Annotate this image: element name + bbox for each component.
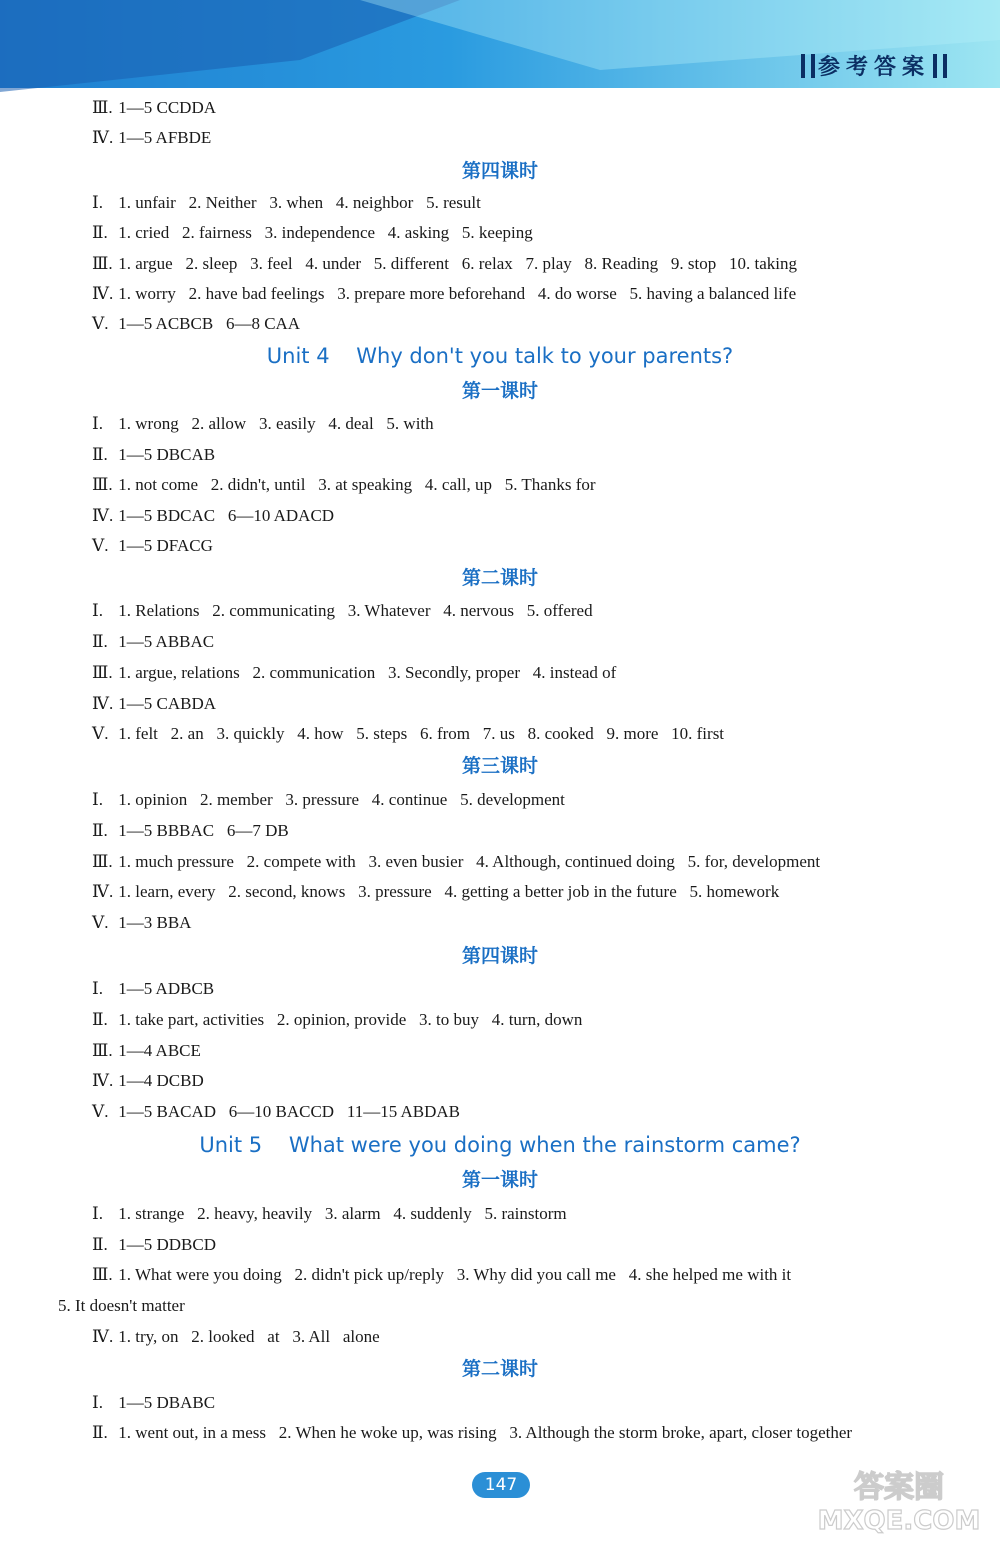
- section-numeral: Ⅱ.: [92, 632, 108, 651]
- answer-text: 1—5 CABDA: [114, 694, 217, 713]
- answer-text: 1. unfair 2. Neither 3. when 4. neighbor 5. result: [114, 193, 481, 212]
- answer-line: [92, 847, 820, 877]
- answer-text: 1. felt 2. an 3. quickly 4. how 5. steps 6. from 7. us 8. cooked 9. more 10. first: [114, 724, 725, 743]
- section-numeral: Ⅳ.: [92, 1071, 114, 1090]
- section-numeral: Ⅰ.: [92, 979, 103, 998]
- section-numeral: Ⅰ.: [92, 414, 103, 433]
- section-numeral: Ⅴ.: [92, 913, 109, 932]
- answer-line: [92, 218, 533, 248]
- answer-text: 1. take part, activities 2. opinion, provide 3. to buy 4. turn, down: [114, 1010, 583, 1029]
- answer-line: [92, 1230, 216, 1260]
- answer-text: 1—4 ABCE: [114, 1041, 201, 1060]
- lesson-heading: 第三课时: [461, 755, 538, 777]
- answer-text: 1. argue, relations 2. communication 3. Secondly, proper 4. instead of: [114, 663, 617, 682]
- answer-text: 1—5 ACBCB 6—8 CAA: [114, 314, 301, 333]
- answer-line: [92, 93, 216, 123]
- answer-line: [92, 1322, 380, 1352]
- page-number: 147: [472, 1472, 530, 1498]
- section-numeral: Ⅰ.: [92, 790, 103, 809]
- answer-line: [92, 501, 334, 531]
- answer-text: 1. opinion 2. member 3. pressure 4. continue 5. development: [114, 790, 565, 809]
- answer-line: [92, 719, 724, 749]
- answer-text: 1. wrong 2. allow 3. easily 4. deal 5. with: [114, 414, 434, 433]
- answer-text: 1—5 DBABC: [114, 1393, 216, 1412]
- answer-line: [92, 249, 797, 279]
- answer-line: [92, 1199, 567, 1229]
- section-numeral: Ⅲ.: [92, 663, 113, 682]
- answer-text: 1—4 DCBD: [114, 1071, 204, 1090]
- answer-text: 1. cried 2. fairness 3. independence 4. asking 5. keeping: [114, 223, 533, 242]
- section-numeral: Ⅱ.: [92, 1010, 108, 1029]
- answer-line: [92, 1066, 204, 1096]
- answer-line: [92, 877, 779, 907]
- answer-line: [92, 531, 213, 561]
- section-numeral: Ⅳ.: [92, 506, 114, 525]
- lesson-heading: 第四课时: [461, 945, 538, 967]
- unit-heading: Unit 4 Why don't you talk to your parents?: [266, 344, 734, 368]
- answer-line: [92, 279, 796, 309]
- answer-text: 1—5 CCDDA: [114, 98, 217, 117]
- unit-heading: Unit 5 What were you doing when the rainstorm came?: [199, 1133, 801, 1157]
- answer-line: [92, 1260, 791, 1290]
- answer-line: [92, 309, 300, 339]
- answer-line: [92, 1097, 460, 1127]
- svg-text:MXQE.COM: MXQE.COM: [817, 1506, 981, 1535]
- lesson-heading: 第二课时: [461, 567, 538, 589]
- section-numeral: Ⅴ.: [92, 1102, 109, 1121]
- answer-text: 1—5 AFBDE: [114, 128, 212, 147]
- answer-text: 1. not come 2. didn't, until 3. at speaking 4. call, up 5. Thanks for: [114, 475, 596, 494]
- section-numeral: Ⅱ.: [92, 1235, 108, 1254]
- answer-text: 1—5 DBCAB: [114, 445, 216, 464]
- answer-text: 1—3 BBA: [114, 913, 192, 932]
- section-numeral: Ⅰ.: [92, 601, 103, 620]
- answer-text: 1—5 BACAD 6—10 BACCD 11—15 ABDAB: [114, 1102, 461, 1121]
- answer-line: [92, 596, 593, 626]
- answer-line: [92, 123, 211, 153]
- lesson-heading: 第二课时: [461, 1358, 538, 1380]
- section-numeral: Ⅱ.: [92, 223, 108, 242]
- answer-line: [92, 974, 214, 1004]
- answer-line: [92, 689, 216, 719]
- answer-line: [92, 785, 565, 815]
- section-numeral: Ⅰ.: [92, 1204, 103, 1223]
- answer-line-continued: 5. It doesn't matter: [58, 1296, 185, 1315]
- section-badge: [798, 50, 950, 81]
- answer-text: 1—5 DFACG: [114, 536, 213, 555]
- section-numeral: Ⅴ.: [92, 536, 109, 555]
- answer-text: 1. Relations 2. communicating 3. Whatever 4. nervous 5. offered: [114, 601, 593, 620]
- answer-line: [92, 1418, 852, 1448]
- section-numeral: Ⅰ.: [92, 1393, 103, 1412]
- section-numeral: Ⅳ.: [92, 284, 114, 303]
- section-numeral: Ⅴ.: [92, 724, 109, 743]
- section-numeral: Ⅱ.: [92, 821, 108, 840]
- answer-line: [92, 440, 215, 470]
- section-numeral: Ⅳ.: [92, 882, 114, 901]
- answer-line: [92, 658, 616, 688]
- section-numeral: Ⅲ.: [92, 254, 113, 273]
- answer-line: [92, 1388, 215, 1418]
- section-numeral: Ⅴ.: [92, 314, 109, 333]
- section-numeral: Ⅳ.: [92, 1327, 114, 1346]
- section-numeral: Ⅱ.: [92, 1423, 108, 1442]
- section-numeral: Ⅳ.: [92, 128, 114, 147]
- section-numeral: Ⅰ.: [92, 193, 103, 212]
- answer-line: [92, 1036, 201, 1066]
- answer-text: 1. argue 2. sleep 3. feel 4. under 5. different 6. relax 7. play 8. Reading 9. stop 10. taking: [114, 254, 797, 273]
- answer-text: 1. strange 2. heavy, heavily 3. alarm 4. suddenly 5. rainstorm: [114, 1204, 567, 1223]
- section-numeral: Ⅲ.: [92, 98, 113, 117]
- answer-line: [92, 816, 289, 846]
- answer-text: 1. What were you doing 2. didn't pick up/reply 3. Why did you call me 4. she helped me with it: [114, 1265, 792, 1284]
- watermark-logo: [804, 1465, 994, 1535]
- answer-text: 1—5 DDBCD: [114, 1235, 217, 1254]
- answer-line: [92, 627, 214, 657]
- answer-line: [92, 1005, 582, 1035]
- answer-text: 1. worry 2. have bad feelings 3. prepare more beforehand 4. do worse 5. having a balanced life: [114, 284, 797, 303]
- answer-text: 1—5 ABBAC: [114, 632, 215, 651]
- lesson-heading: 第四课时: [461, 160, 538, 182]
- section-numeral: Ⅳ.: [92, 694, 114, 713]
- answer-line: [92, 908, 191, 938]
- answer-line: [92, 188, 481, 218]
- svg-text:答案圈: 答案圈: [854, 1470, 944, 1505]
- answer-text: 1. much pressure 2. compete with 3. even busier 4. Although, continued doing 5. for, development: [114, 852, 821, 871]
- answer-line: [92, 409, 434, 439]
- lesson-heading: 第一课时: [461, 1169, 538, 1191]
- answer-text: 1. went out, in a mess 2. When he woke up, was rising 3. Although the storm broke, apart, closer together: [114, 1423, 853, 1442]
- section-numeral: Ⅲ.: [92, 1041, 113, 1060]
- section-numeral: Ⅲ.: [92, 852, 113, 871]
- answer-line: [92, 470, 596, 500]
- lesson-heading: 第一课时: [461, 380, 538, 402]
- section-numeral: Ⅱ.: [92, 445, 108, 464]
- answer-text: 1. try, on 2. looked at 3. All alone: [114, 1327, 380, 1346]
- section-numeral: Ⅲ.: [92, 1265, 113, 1284]
- answer-text: 1—5 BDCAC 6—10 ADACD: [114, 506, 335, 525]
- section-badge-label: 参考答案: [817, 55, 930, 80]
- answer-text: 1—5 BBBAC 6—7 DB: [114, 821, 289, 840]
- answer-text: 1. learn, every 2. second, knows 3. pressure 4. getting a better job in the future 5. homework: [114, 882, 780, 901]
- answer-text: 1—5 ADBCB: [114, 979, 215, 998]
- section-numeral: Ⅲ.: [92, 475, 113, 494]
